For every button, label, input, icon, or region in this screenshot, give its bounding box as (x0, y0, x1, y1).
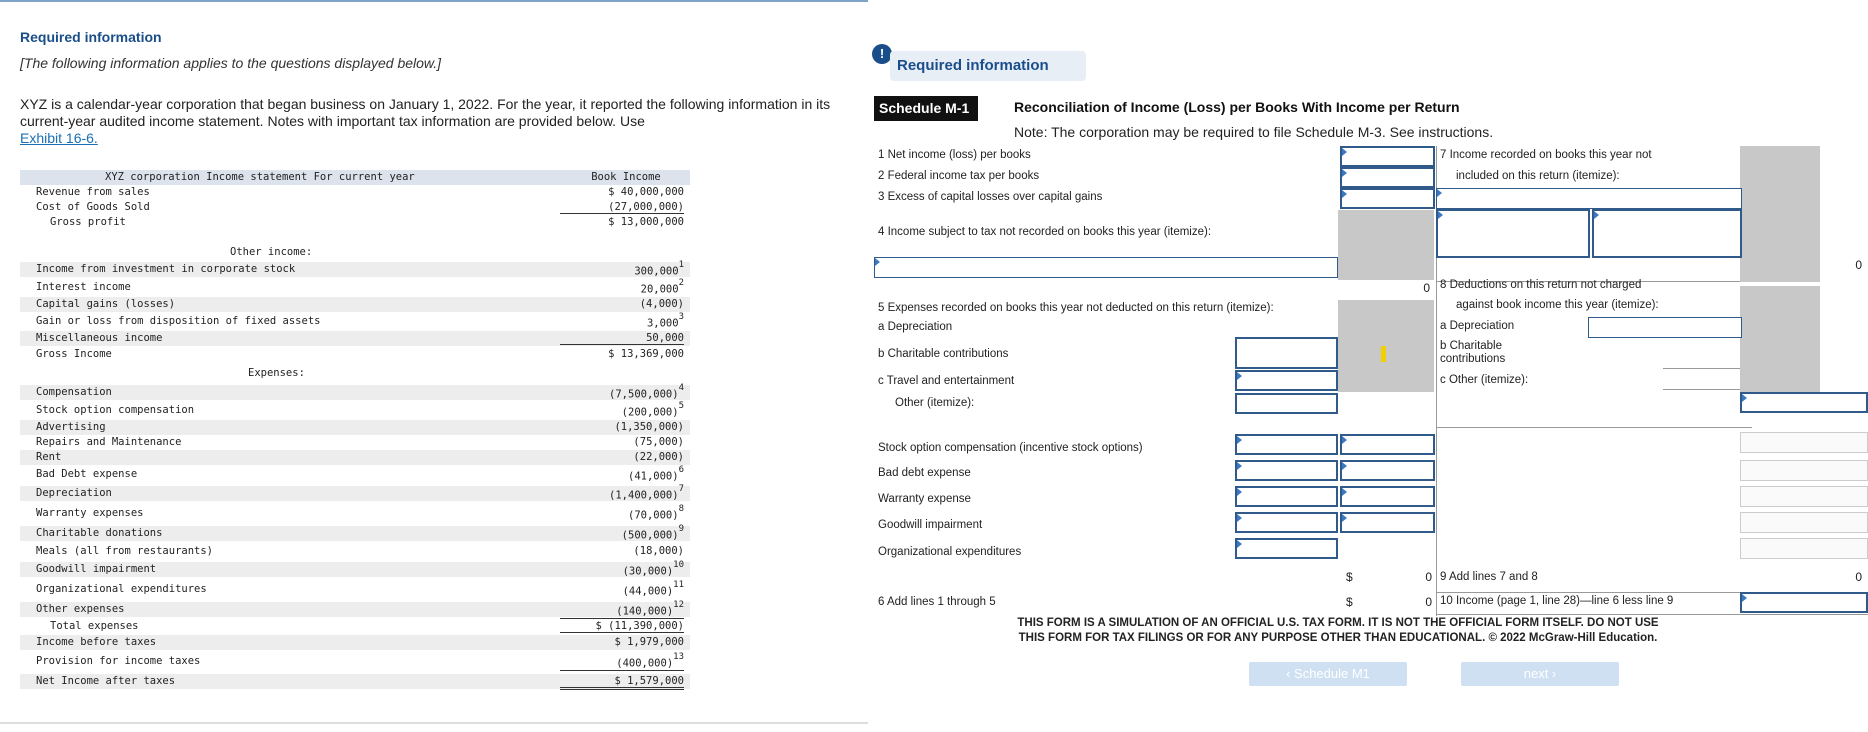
line-1-label: 1 Net income (loss) per books (878, 149, 1031, 161)
table-row (20, 420, 690, 435)
line-1-input[interactable] (1340, 146, 1435, 167)
row-value: $ 1,579,000 (560, 675, 684, 690)
line-8b-label: b Charitable (1440, 340, 1503, 352)
line-7-total: 0 (1855, 258, 1862, 272)
stock-option-label: Stock option compensation (incentive stock options) (878, 442, 1143, 454)
shaded-cell (1338, 210, 1434, 280)
prev-schedule-button[interactable]: ‹ Schedule M1 (1249, 662, 1407, 686)
row-note: 1 (678, 260, 684, 270)
goodwill-input[interactable] (1235, 512, 1338, 533)
top-divider (0, 0, 868, 2)
line-5a-label: a Depreciation (878, 321, 953, 333)
row-label: Other income: (230, 246, 313, 258)
row-value: (27,000,000) (560, 201, 684, 214)
org-exp-label: Organizational expenditures (878, 546, 1022, 558)
row-note: 12 (673, 600, 684, 610)
table-row (20, 297, 690, 312)
row-label: Other expenses (36, 603, 125, 615)
row-label: Revenue from sales (36, 186, 150, 198)
line-5b-label: b Charitable contributions (878, 348, 1009, 360)
cursor-marker (1381, 346, 1386, 362)
input-marker-icon (1437, 189, 1442, 197)
row-divider (1436, 614, 1868, 615)
table-row (20, 262, 690, 277)
statement-header-value: Book Income (591, 171, 661, 183)
schedule-tag: Schedule M-1 (874, 96, 978, 121)
intro-paragraph (20, 96, 860, 147)
row-label: Goodwill impairment (36, 563, 157, 575)
goodwill-label: Goodwill impairment (878, 519, 983, 531)
line-7-label: 7 Income recorded on books this year not (1440, 149, 1652, 161)
row-value: 3,000 (646, 317, 679, 330)
warranty-amount-input[interactable] (1340, 486, 1435, 507)
row-value: (70,000) (628, 509, 679, 522)
row-label: Gross profit (50, 216, 126, 228)
table-row (20, 506, 690, 521)
row-value: (7,500,000) (609, 388, 679, 401)
input-marker-icon (1237, 462, 1242, 470)
row-label: Bad Debt expense (36, 468, 138, 480)
row-label: Rent (36, 451, 62, 463)
line-9-value: 0 (1425, 570, 1432, 584)
table-row (20, 215, 690, 230)
schedule-note: Note: The corporation may be required to file Schedule M-3. See instructions. (1014, 124, 1494, 140)
tax-exempt-interest-input[interactable] (1436, 188, 1742, 209)
row-value: (400,000) (616, 657, 674, 670)
line-8-label: 8 Deductions on this return not charged (1440, 279, 1642, 291)
bad-debt-label: Bad debt expense (878, 467, 971, 479)
row-value: (200,000) (621, 406, 679, 419)
line-7-itemize-input[interactable] (1436, 209, 1590, 258)
line-6-dollar: $ (1346, 595, 1353, 609)
table-row (20, 526, 690, 541)
row-note: 2 (678, 278, 684, 288)
input-marker-icon (1237, 436, 1242, 444)
org-exp-input[interactable] (1235, 538, 1338, 559)
schedule-title: Reconciliation of Income (Loss) per Books With Income per Return (1014, 99, 1460, 115)
schedule-m1-panel (868, 0, 1868, 732)
row-value: (4,000) (639, 298, 684, 310)
row-label: Repairs and Maintenance (36, 436, 182, 448)
table-row (20, 347, 690, 362)
row-label: Advertising (36, 421, 106, 433)
row-note: 10 (673, 560, 684, 570)
row-value: (30,000) (622, 565, 674, 578)
table-row (20, 245, 690, 260)
input-marker-icon (875, 258, 880, 266)
row-label: Gain or loss from disposition of fixed assets (36, 315, 321, 327)
warranty-label: Warranty expense (878, 493, 971, 505)
row-value: $ 40,000,000 (608, 186, 684, 198)
line-5c-label: c Travel and entertainment (878, 375, 1015, 387)
bad-debt-input[interactable] (1235, 460, 1338, 481)
stock-option-input[interactable] (1235, 434, 1338, 455)
required-info-title: Required information (20, 29, 162, 45)
row-note: 9 (678, 524, 684, 534)
form-disclaimer (958, 616, 1718, 646)
row-label: Gross Income (36, 348, 112, 360)
line-7-sub-label: included on this return (itemize): (1456, 170, 1620, 182)
input-marker-icon (1342, 190, 1347, 198)
row-label: Capital gains (losses) (36, 298, 176, 310)
row-label: Interest income (36, 281, 131, 293)
row-note: 6 (678, 465, 684, 475)
statement-header-label: XYZ corporation Income statement For current year (105, 171, 415, 183)
table-row (20, 366, 690, 381)
table-row (20, 450, 690, 465)
row-value: (1,350,000) (614, 421, 684, 433)
line-8-row-input[interactable] (1740, 486, 1868, 507)
row-label: Depreciation (36, 487, 112, 499)
input-marker-icon (1342, 514, 1347, 522)
line-3-input[interactable] (1340, 188, 1435, 209)
row-note: 13 (673, 652, 684, 662)
shaded-cell (1740, 146, 1820, 282)
shaded-cell (1338, 300, 1434, 392)
row-label: Warranty expenses (36, 507, 144, 519)
row-note: 5 (678, 401, 684, 411)
row-label: Total expenses (50, 620, 139, 632)
row-label: Income before taxes (36, 636, 157, 648)
line-8-row-input[interactable] (1740, 432, 1868, 453)
shaded-cell (1740, 286, 1820, 392)
line-9-dollar: $ (1346, 570, 1353, 584)
line-10-label: 10 Income (page 1, line 28)—line 6 less line 9 (1440, 595, 1674, 607)
row-label: Cost of Goods Sold (36, 201, 150, 213)
line-5b-input[interactable] (1235, 337, 1338, 369)
row-value: (41,000) (628, 470, 679, 483)
statement-header-row (20, 170, 690, 185)
bottom-divider (0, 722, 868, 724)
row-label: Net Income after taxes (36, 675, 176, 687)
row-value: (75,000) (633, 436, 684, 448)
table-row (20, 544, 690, 559)
input-marker-icon (1742, 594, 1747, 602)
line-5-subtotal: 0 (1423, 281, 1430, 295)
line-5-label: 5 Expenses recorded on books this year not deducted on this return (itemize): (878, 302, 1274, 314)
table-row (20, 467, 690, 482)
row-value: (500,000) (621, 529, 679, 542)
row-value: (1,400,000) (609, 489, 679, 502)
input-marker-icon (1342, 488, 1347, 496)
bad-debt-amount-input[interactable] (1340, 460, 1435, 481)
line-5-other-input[interactable] (1235, 393, 1338, 414)
table-row (20, 674, 690, 689)
table-row (20, 654, 690, 669)
line-6-value: 0 (1425, 595, 1432, 609)
row-value: (22,000) (633, 451, 684, 463)
row-value: (18,000) (633, 545, 684, 557)
input-marker-icon (1237, 514, 1242, 522)
input-marker-icon (1594, 211, 1599, 219)
input-marker-icon (1237, 488, 1242, 496)
disclaimer-line-1: THIS FORM IS A SIMULATION OF AN OFFICIAL U.S. TAX FORM. IT IS NOT THE OFFICIAL FORM ITSELF. DO NOT USE (1017, 617, 1659, 629)
input-marker-icon (1342, 436, 1347, 444)
disclaimer-line-2: THIS FORM FOR TAX FILINGS OR FOR ANY PURPOSE OTHER THAN EDUCATIONAL. © 2022 McGraw-Hill Education. (1018, 632, 1658, 644)
input-marker-icon (1342, 462, 1347, 470)
intro-text: XYZ is a calendar-year corporation that began business on January 1, 2022. For the year, it reported the following information in its current-year audited income statement. Notes with important tax information are provided below. Use (20, 96, 831, 129)
row-note: 3 (678, 312, 684, 322)
table-row (20, 602, 690, 617)
row-value: $ 1,979,000 (614, 636, 684, 648)
table-row (20, 185, 690, 200)
table-row (20, 200, 690, 215)
row-label: Meals (all from restaurants) (36, 545, 214, 557)
line-8-row-input[interactable] (1740, 512, 1868, 533)
input-marker-icon (1438, 211, 1443, 219)
table-row (20, 582, 690, 597)
line-6-label: 6 Add lines 1 through 5 (878, 596, 996, 608)
required-info-badge: Required information (890, 51, 1086, 81)
line-4-label: 4 Income subject to tax not recorded on books this year (itemize): (878, 226, 1212, 238)
row-value: $ 13,369,000 (608, 348, 684, 360)
table-row (20, 314, 690, 329)
line-3-label: 3 Excess of capital losses over capital gains (878, 191, 1103, 203)
line-8-sub-label: against book income this year (itemize): (1456, 299, 1659, 311)
row-label: Provision for income taxes (36, 655, 201, 667)
row-value: $ (11,390,000) (560, 620, 684, 633)
line-8a-input[interactable] (1588, 317, 1742, 338)
row-label: Expenses: (248, 367, 305, 379)
line-2-label: 2 Federal income tax per books (878, 170, 1040, 182)
row-label: Stock option compensation (36, 404, 195, 416)
line-8b-sub-label: contributions (1440, 353, 1506, 365)
line-10-input[interactable] (1740, 592, 1868, 613)
line-2-input[interactable] (1340, 167, 1435, 188)
line-9-right-value: 0 (1855, 570, 1862, 584)
line-8a-label: a Depreciation (1440, 320, 1515, 332)
line-9-label: 9 Add lines 7 and 8 (1440, 571, 1538, 583)
goodwill-amount-input[interactable] (1340, 512, 1435, 533)
next-button[interactable]: next › (1461, 662, 1619, 686)
table-row (20, 331, 690, 346)
table-row (20, 486, 690, 501)
row-value: 300,000 (634, 265, 679, 278)
stock-option-amount-input[interactable] (1340, 434, 1435, 455)
input-marker-icon (1237, 372, 1242, 380)
input-marker-icon (1342, 169, 1347, 177)
exhibit-link[interactable]: Exhibit 16-6. (20, 130, 98, 146)
line-5-other-label: Other (itemize): (895, 397, 975, 409)
row-note: 4 (678, 383, 684, 393)
row-divider (1436, 427, 1752, 428)
line-8c-label: c Other (itemize): (1440, 374, 1529, 386)
line-7-amount-input[interactable] (1592, 209, 1742, 258)
row-label: Miscellaneous income (36, 332, 163, 344)
row-value: 50,000 (560, 332, 684, 345)
table-row (20, 635, 690, 650)
row-note: 8 (678, 504, 684, 514)
table-row (20, 385, 690, 400)
required-info-subtitle: [The following information applies to the questions displayed below.] (20, 55, 442, 71)
table-row (20, 562, 690, 577)
table-row (20, 280, 690, 295)
row-label: Income from investment in corporate stock (36, 263, 296, 275)
line-5c-input[interactable] (1235, 370, 1338, 391)
row-note: 7 (678, 484, 684, 494)
line-8-row-input[interactable] (1740, 538, 1868, 559)
alert-icon: ! (872, 44, 892, 64)
input-marker-icon (1342, 148, 1347, 156)
row-value: 20,000 (640, 283, 679, 296)
input-marker-icon (1237, 540, 1242, 548)
table-row (20, 435, 690, 450)
warranty-input[interactable] (1235, 486, 1338, 507)
line-8-total-input[interactable] (1740, 392, 1868, 413)
line-8-row-input[interactable] (1740, 460, 1868, 481)
line-4-itemize-input[interactable] (874, 257, 1338, 278)
row-note: 11 (673, 580, 684, 590)
row-value: (44,000) (622, 585, 674, 598)
row-label: Charitable donations (36, 527, 163, 539)
info-panel (0, 0, 868, 732)
row-value: $ 13,000,000 (608, 216, 684, 228)
row-label: Compensation (36, 386, 112, 398)
row-label: Organizational expenditures (36, 583, 207, 595)
row-value: (140,000) (616, 605, 674, 618)
table-row (20, 619, 690, 634)
input-marker-icon (1742, 394, 1747, 402)
table-row (20, 403, 690, 418)
